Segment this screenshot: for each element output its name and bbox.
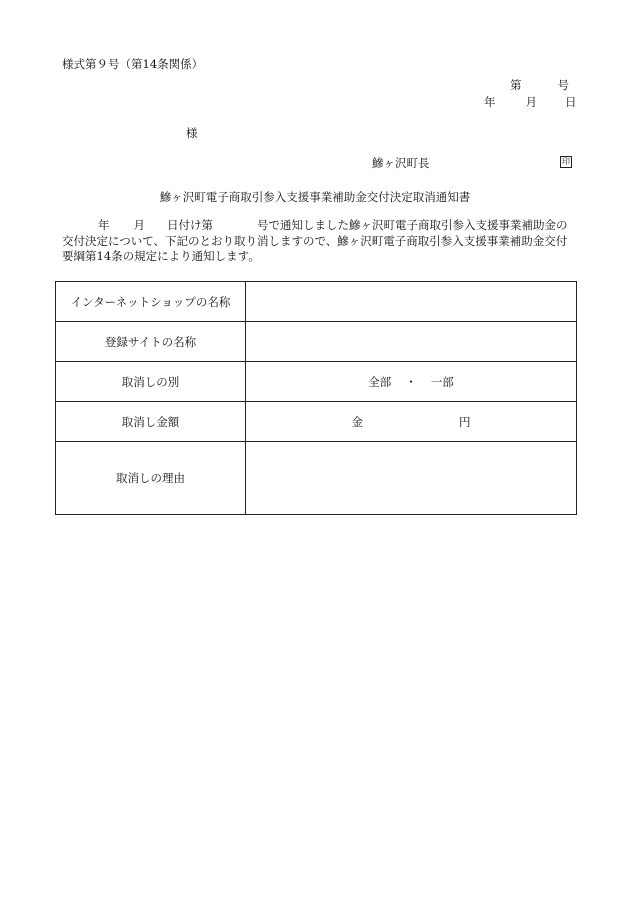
addressee: 様 (186, 126, 198, 140)
form-number: 様式第９号（第14条関係） (62, 57, 204, 71)
row-label: 取消しの理由 (56, 442, 246, 515)
cancellation-amount-field (246, 402, 577, 442)
notice-body (62, 218, 578, 265)
issuer-name: 鰺ヶ沢町長 (372, 156, 430, 170)
cancellation-table (55, 281, 577, 515)
table-row (56, 362, 577, 402)
document-number-suffix: 号 (557, 78, 569, 92)
amount-prefix: 金 (351, 414, 363, 429)
body-day-no: 日付け第 (167, 218, 213, 232)
table-row (56, 322, 577, 362)
option-separator: ・ (405, 374, 417, 389)
document-title: 鰺ヶ沢町電子商取引参入支援事業補助金交付決定取消通知書 (159, 190, 471, 204)
document-number (510, 77, 569, 93)
row-label: インターネットショップの名称 (56, 282, 246, 322)
date-year: 年 (484, 95, 496, 109)
date-month: 月 (525, 95, 537, 109)
table-row (56, 442, 577, 515)
table-row (56, 282, 577, 322)
row-label: 取消しの別 (56, 362, 246, 402)
site-name-field (246, 322, 577, 362)
body-year: 年 (98, 218, 110, 232)
table-row (56, 402, 577, 442)
date-day: 日 (565, 95, 577, 109)
issue-date (484, 94, 577, 110)
body-month: 月 (133, 218, 145, 232)
option-all: 全部 (368, 374, 392, 389)
amount-unit: 円 (459, 414, 471, 429)
option-partial: 一部 (430, 374, 454, 389)
document-number-prefix: 第 (510, 78, 522, 92)
cancellation-reason-field (246, 442, 577, 515)
row-label: 登録サイトの名称 (56, 322, 246, 362)
seal-mark: 印 (562, 157, 570, 166)
row-label: 取消し金額 (56, 402, 246, 442)
shop-name-field (246, 282, 577, 322)
body-text: 号で通知しました鰺ヶ沢町電子商取引参入支援事業補助金の交付決定について、下記のとおり取り消しますので、鰺ヶ沢町電子商取引参入支援事業補助金交付要綱第14条の規定により通知します。 (62, 218, 568, 263)
cancellation-type-field (246, 362, 577, 402)
